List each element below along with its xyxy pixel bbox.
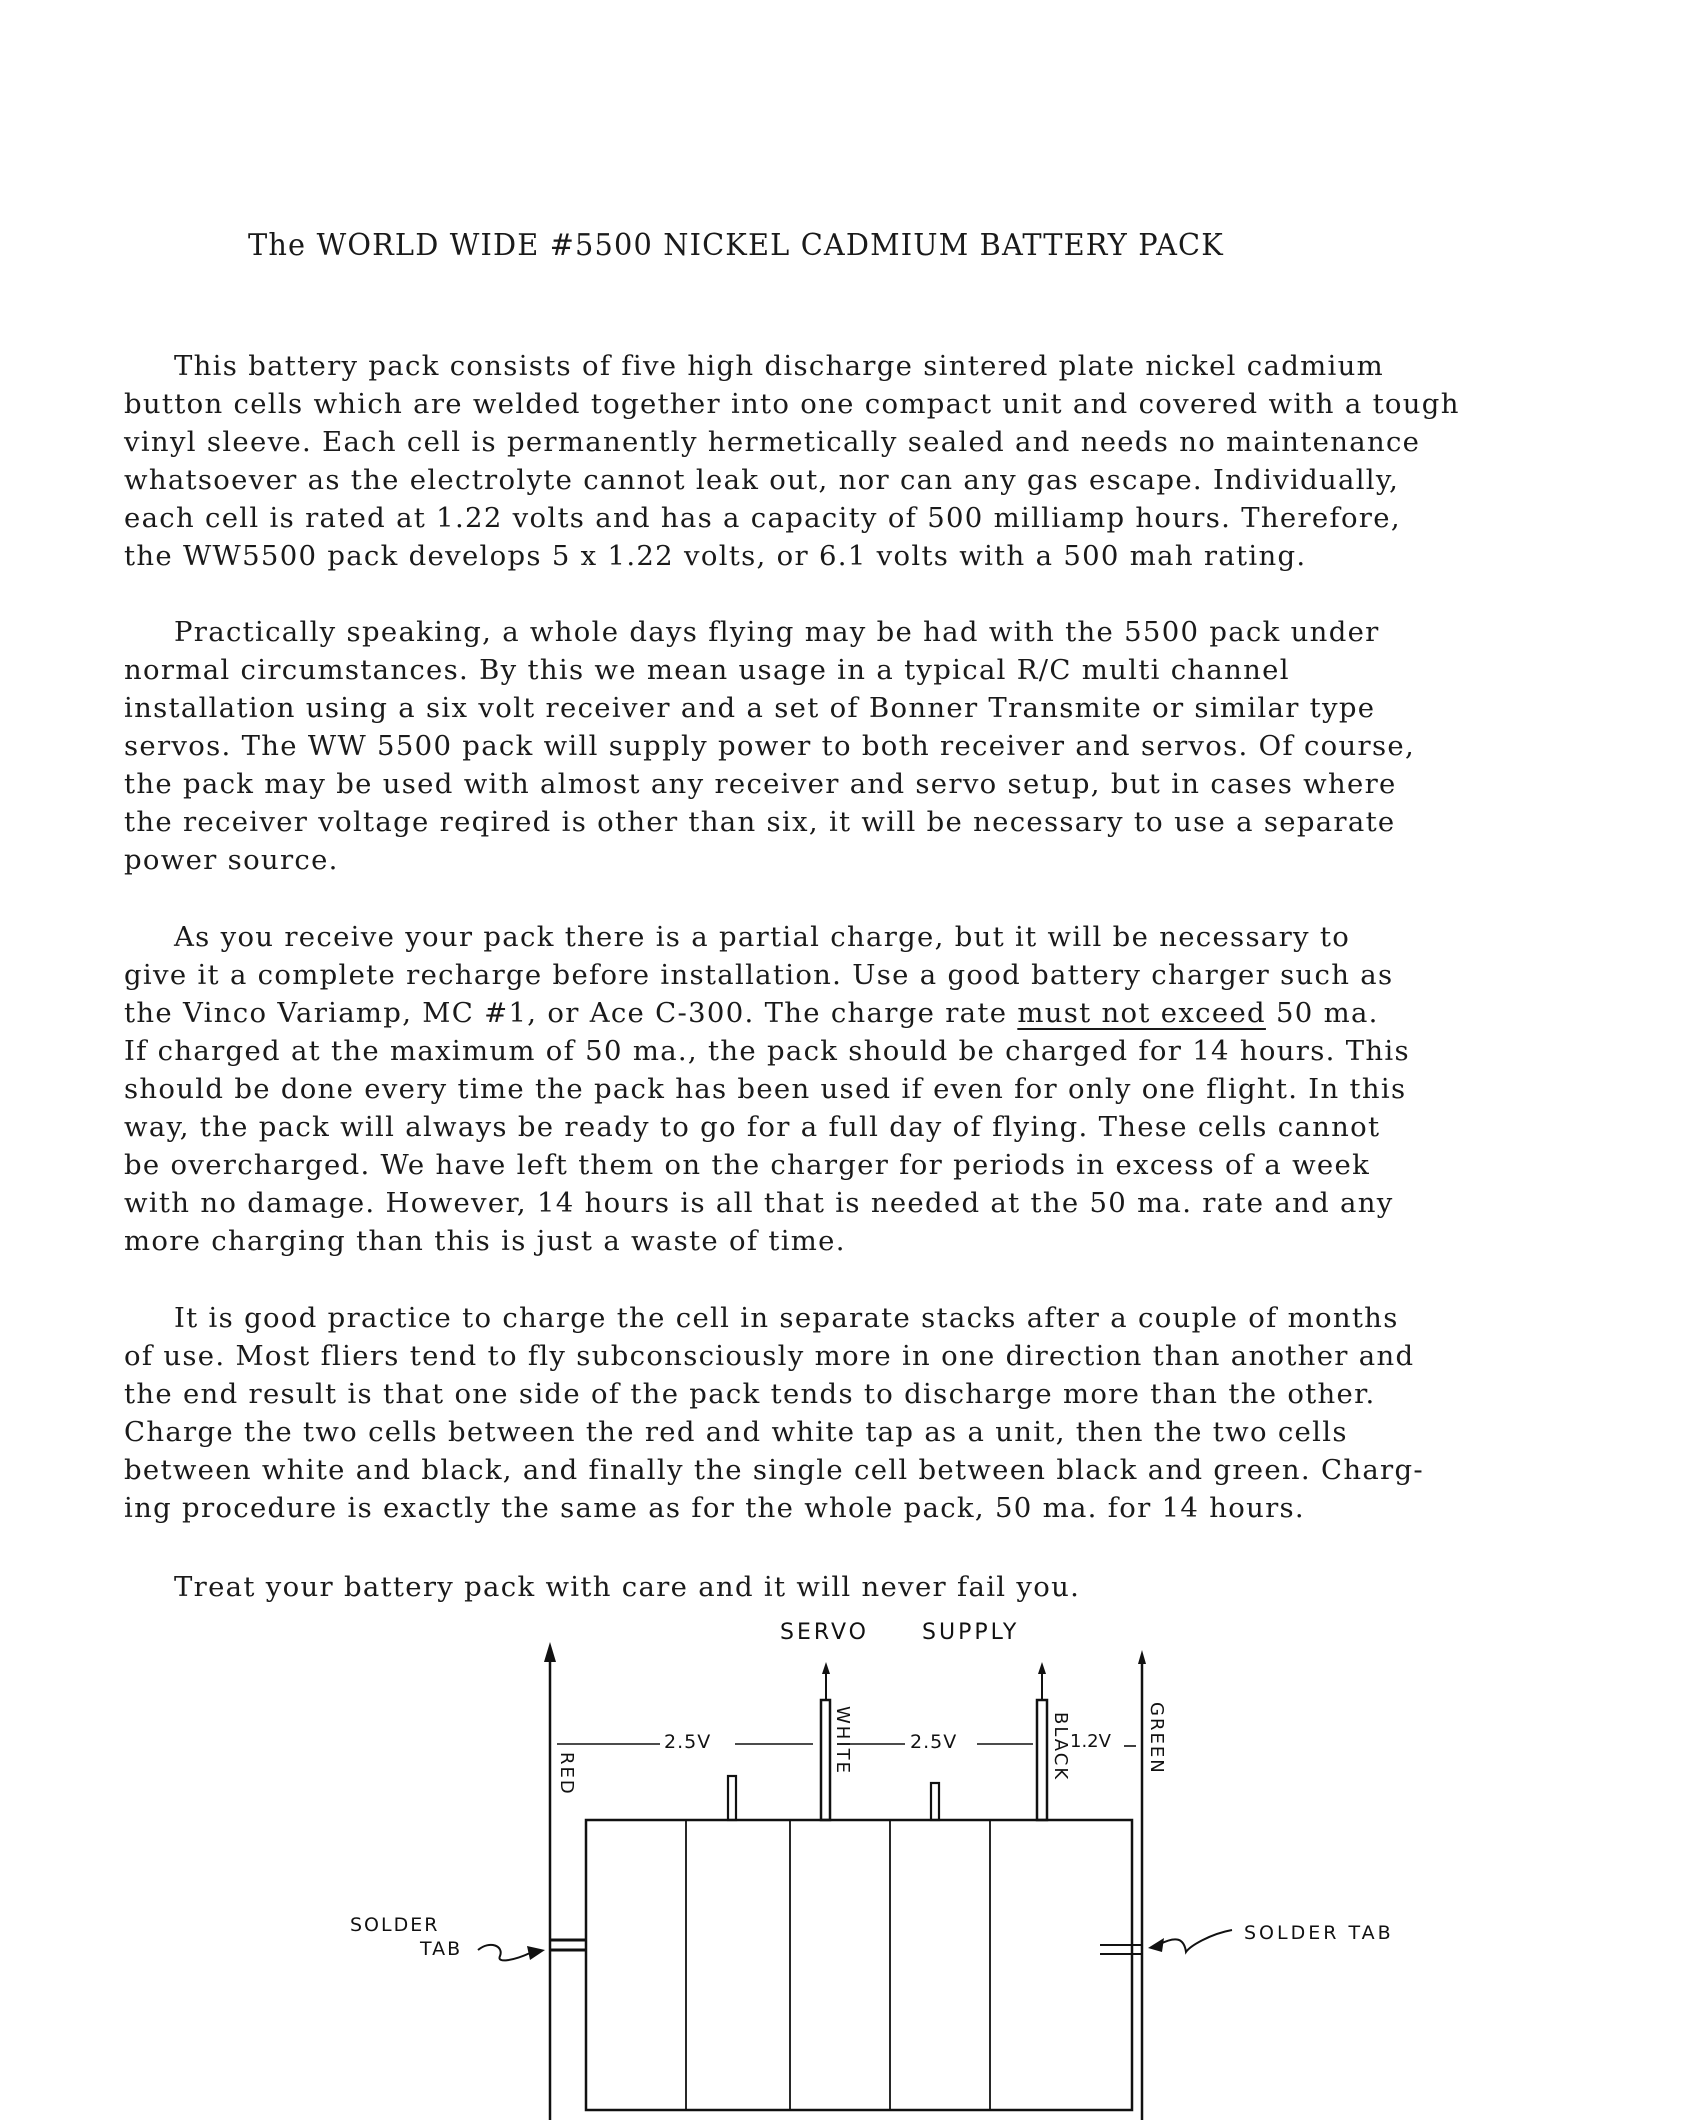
solder-tab-left-arrow-icon — [527, 1946, 545, 1960]
green-lead-arrow-icon — [1138, 1650, 1146, 1664]
text-line: give it a complete recharge before installation. Use a good battery charger such as — [124, 959, 1394, 991]
text-line: vinyl sleeve. Each cell is permanently hermetically sealed and needs no maintenance — [124, 426, 1421, 458]
label-white-lead: WHITE — [832, 1706, 853, 1776]
solder-tab-left-label-line2: TAB — [420, 1938, 463, 1960]
text-line: Treat your battery pack with care and it will never fail you. — [174, 1571, 1081, 1603]
voltage-label-red-white: 2.5V — [664, 1731, 712, 1753]
solder-tab-right-label: SOLDER TAB — [1244, 1922, 1394, 1944]
text-line: This battery pack consists of five high discharge sintered plate nickel cadmium — [174, 350, 1384, 382]
solder-tab-left-label-line1: SOLDER — [350, 1914, 440, 1936]
text-line: way, the pack will always be ready to go for a full day of flying. These cells cannot — [124, 1111, 1381, 1143]
solder-tab-left-pointer — [478, 1945, 530, 1961]
text-line: of use. Most fliers tend to fly subconsciously more in one direction than another and — [124, 1340, 1415, 1372]
text-line: whatsoever as the electrolyte cannot leak out, nor can any gas escape. Individually, — [124, 464, 1400, 496]
text-line: the receiver voltage reqired is other than six, it will be necessary to use a separate — [124, 806, 1396, 838]
underlined-warning: must not exceed — [1017, 997, 1266, 1029]
label-green-lead: GREEN — [1146, 1702, 1167, 1775]
text-line: between white and black, and finally the single cell between black and green. Charg- — [124, 1454, 1424, 1486]
text-line: each cell is rated at 1.22 volts and has a capacity of 500 milliamp hours. Therefore, — [124, 502, 1401, 534]
solder-tab-right-pointer — [1160, 1930, 1232, 1952]
text-line: normal circumstances. By this we mean usage in a typical R/C multi channel — [124, 654, 1290, 686]
cell-connector-stub — [728, 1776, 736, 1820]
document-title: The WORLD WIDE #5500 NICKEL CADMIUM BATTERY PACK — [248, 228, 1224, 263]
text-line: It is good practice to charge the cell in separate stacks after a couple of months — [174, 1302, 1399, 1334]
battery-pack-body — [586, 1820, 1132, 2110]
voltage-label-black-green: 1.2V — [1070, 1731, 1111, 1752]
voltage-label-white-black: 2.5V — [910, 1731, 958, 1753]
text-line: the pack may be used with almost any receiver and servo setup, but in cases where — [124, 768, 1397, 800]
black-tap-arrow-icon — [1038, 1662, 1046, 1674]
cell-connector-stub — [931, 1783, 939, 1820]
text-line: with no damage. However, 14 hours is all that is needed at the 50 ma. rate and any — [124, 1187, 1394, 1219]
text-line: Practically speaking, a whole days flying may be had with the 5500 pack under — [174, 616, 1380, 648]
red-lead-arrow-icon — [544, 1642, 556, 1662]
text-line: the WW5500 pack develops 5 x 1.22 volts, or 6.1 volts with a 500 mah rating. — [124, 540, 1307, 572]
text-line: should be done every time the pack has been used if even for only one flight. In this — [124, 1073, 1407, 1105]
white-tap — [821, 1700, 830, 1820]
text-line: servos. The WW 5500 pack will supply power to both receiver and servos. Of course, — [124, 730, 1416, 762]
text-line: be overcharged. We have left them on the charger for periods in excess of a week — [124, 1149, 1371, 1181]
label-black-lead: BLACK — [1050, 1712, 1071, 1782]
text-line: Charge the two cells between the red and white tap as a unit, then the two cells — [124, 1416, 1348, 1448]
text-line: If charged at the maximum of 50 ma., the pack should be charged for 14 hours. This — [124, 1035, 1410, 1067]
diagram-heading-supply: SUPPLY — [922, 1620, 1020, 1645]
text-line: more charging than this is just a waste of time. — [124, 1225, 846, 1257]
black-tap — [1037, 1700, 1047, 1820]
text-line: the end result is that one side of the pack tends to discharge more than the other. — [124, 1378, 1376, 1410]
label-red-lead: RED — [556, 1752, 577, 1796]
text-line: button cells which are welded together into one compact unit and covered with a tough — [124, 388, 1460, 420]
white-tap-arrow-icon — [822, 1662, 830, 1674]
text-line: ing procedure is exactly the same as for the whole pack, 50 ma. for 14 hours. — [124, 1492, 1305, 1524]
text-line: installation using a six volt receiver and a set of Bonner Transmite or similar type — [124, 692, 1376, 724]
solder-tab-right-arrow-icon — [1148, 1938, 1164, 1952]
text-line: power source. — [124, 844, 339, 876]
text-line: As you receive your pack there is a partial charge, but it will be necessary to — [174, 921, 1351, 953]
diagram-heading-servo: SERVO — [780, 1620, 869, 1645]
text-segment: the Vinco Variamp, MC #1, or Ace C-300. The charge rate — [124, 997, 1018, 1029]
text-segment: 50 ma. — [1265, 997, 1379, 1029]
